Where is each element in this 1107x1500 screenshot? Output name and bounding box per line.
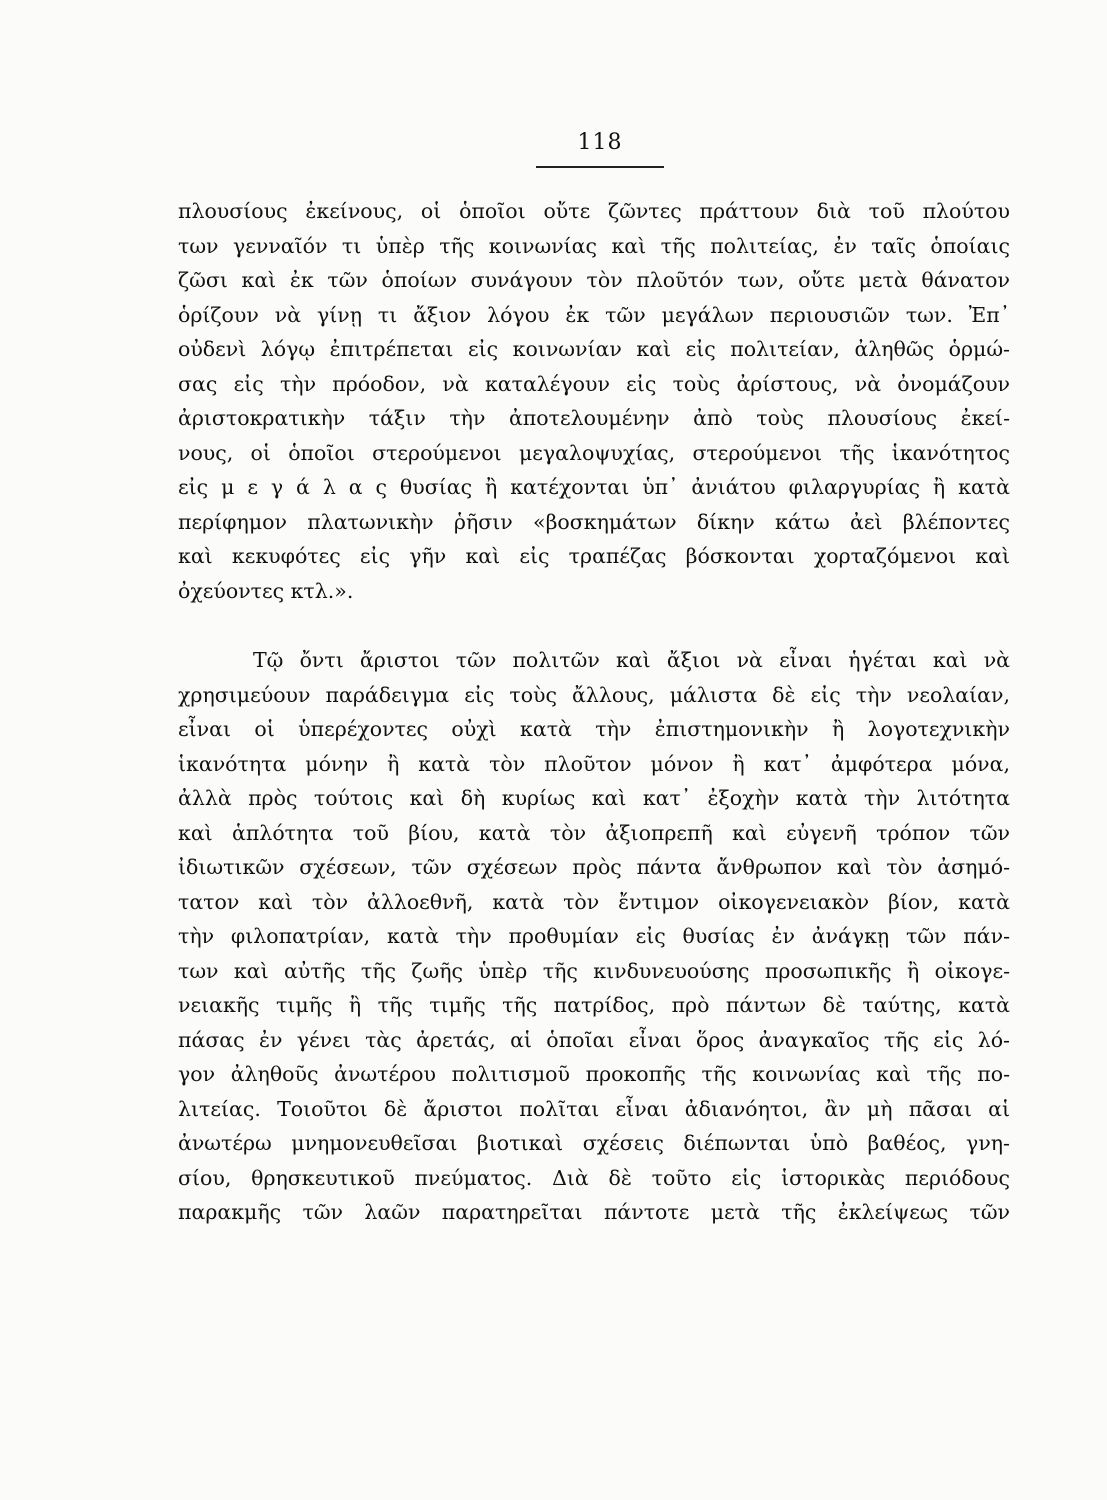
paragraph-gap bbox=[178, 608, 1010, 643]
text-line: νειακῆς τιμῆς ἢ τῆς τιμῆς τῆς πατρίδος, πρὸ πάντων δὲ ταύτης, κατὰ bbox=[178, 993, 1010, 1017]
text-line: Τῷ ὄντι ἄριστοι τῶν πολιτῶν καὶ ἄξιοι νὰ εἶναι ἡγέται καὶ νὰ bbox=[253, 648, 1010, 672]
paragraph-2 bbox=[178, 643, 1010, 1230]
text-line: τατον καὶ τὸν ἀλλοεθνῆ, κατὰ τὸν ἔντιμον οἰκογενειακὸν βίον, κατὰ bbox=[178, 889, 1010, 914]
body-text bbox=[178, 194, 1010, 1230]
text-line: ζῶσι καὶ ἐκ τῶν ὁποίων συνάγουν τὸν πλοῦτόν των, οὔτε μετὰ θάνατον bbox=[178, 268, 1010, 292]
text-line: σίου, θρησκευτικοῦ πνεύματος. Διὰ δὲ τοῦτο εἰς ἱστορικὰς περιόδους bbox=[178, 1165, 1010, 1190]
text-line: ὁρίζουν νὰ γίνῃ τι ἄξιον λόγου ἐκ τῶν μεγάλων περιουσιῶν των. Ἐπ᾽ bbox=[178, 302, 1010, 327]
text-line: χρησιμεύουν παράδειγμα εἰς τοὺς ἄλλους, μάλιστα δὲ εἰς τὴν νεολαίαν, bbox=[178, 682, 1010, 707]
text-line: εἰς μ ε γ ά λ α ς θυσίας ἢ κατέχονται ὑπ᾽ ἀνιάτου φιλαργυρίας ἢ κατὰ bbox=[178, 475, 1010, 499]
text-line: οὐδενὶ λόγῳ ἐπιτρέπεται εἰς κοινωνίαν καὶ εἰς πολιτείαν, ἀληθῶς ὁρμώ- bbox=[178, 337, 1010, 361]
text-line: περίφημον πλατωνικὴν ῥῆσιν «βοσκημάτων δίκην κάτω ἀεὶ βλέποντες bbox=[178, 509, 1010, 534]
text-line: ἀνωτέρω μνημονευθεῖσαι βιοτικαὶ σχέσεις διέπωνται ὑπὸ βαθέος, γνη- bbox=[178, 1131, 1010, 1155]
paragraph-1 bbox=[178, 194, 1010, 608]
text-line: τὴν φιλοπατρίαν, κατὰ τὴν προθυμίαν εἰς θυσίας ἐν ἀνάγκῃ τῶν πάν- bbox=[178, 924, 1010, 948]
page-number-rule bbox=[536, 166, 664, 168]
text-line: σας εἰς τὴν πρόοδον, νὰ καταλέγουν εἰς τοὺς ἀρίστους, νὰ ὀνομάζουν bbox=[178, 371, 1010, 396]
text-line: γον ἀληθοῦς ἀνωτέρου πολιτισμοῦ προκοπῆς τῆς κοινωνίας καὶ τῆς πο- bbox=[178, 1062, 1010, 1086]
text-line: πλουσίους ἐκείνους, οἱ ὁποῖοι οὔτε ζῶντες πράττουν διὰ τοῦ πλούτου bbox=[178, 199, 1010, 223]
text-line: καὶ ἁπλότητα τοῦ βίου, κατὰ τὸν ἀξιοπρεπῆ καὶ εὐγενῆ τρόπον τῶν bbox=[178, 820, 1010, 845]
page-number: 118 bbox=[577, 130, 623, 155]
text-line: ὀχεύοντες κτλ.». bbox=[178, 578, 354, 603]
text-line: ἀλλὰ πρὸς τούτοις καὶ δὴ κυρίως καὶ κατ᾽ ἐξοχὴν κατὰ τὴν λιτότητα bbox=[178, 786, 1010, 810]
text-line: των καὶ αὐτῆς τῆς ζωῆς ὑπὲρ τῆς κινδυνευούσης προσωπικῆς ἢ οἰκογε- bbox=[178, 958, 1010, 983]
text-line: ἱκανότητα μόνην ἢ κατὰ τὸν πλοῦτον μόνον ἢ κατ᾽ ἀμφότερα μόνα, bbox=[178, 751, 1010, 776]
text-line: των γενναῖόν τι ὑπὲρ τῆς κοινωνίας καὶ τῆς πολιτείας, ἐν ταῖς ὁποίαις bbox=[178, 233, 1010, 258]
text-line: λιτείας. Τοιοῦτοι δὲ ἄριστοι πολῖται εἶναι ἀδιανόητοι, ἂν μὴ πᾶσαι αἱ bbox=[178, 1096, 1010, 1121]
text-line: πάσας ἐν γένει τὰς ἀρετάς, αἱ ὁποῖαι εἶναι ὅρος ἀναγκαῖος τῆς εἰς λό- bbox=[178, 1027, 1010, 1052]
text-line: καὶ κεκυφότες εἰς γῆν καὶ εἰς τραπέζας βόσκονται χορταζόμενοι καὶ bbox=[178, 544, 1010, 568]
text-line: νους, οἱ ὁποῖοι στερούμενοι μεγαλοψυχίας, στερούμενοι τῆς ἱκανότητος bbox=[178, 440, 1010, 465]
text-line: ἀριστοκρατικὴν τάξιν τὴν ἀποτελουμένην ἀπὸ τοὺς πλουσίους ἐκεί- bbox=[178, 406, 1010, 430]
text-line: εἶναι οἱ ὑπερέχοντες οὐχὶ κατὰ τὴν ἐπιστημονικὴν ἢ λογοτεχνικὴν bbox=[178, 717, 1010, 741]
text-line: ἰδιωτικῶν σχέσεων, τῶν σχέσεων πρὸς πάντα ἄνθρωπον καὶ τὸν ἀσημό- bbox=[178, 855, 1010, 879]
text-line: παρακμῆς τῶν λαῶν παρατηρεῖται πάντοτε μετὰ τῆς ἐκλείψεως τῶν bbox=[178, 1200, 1010, 1224]
